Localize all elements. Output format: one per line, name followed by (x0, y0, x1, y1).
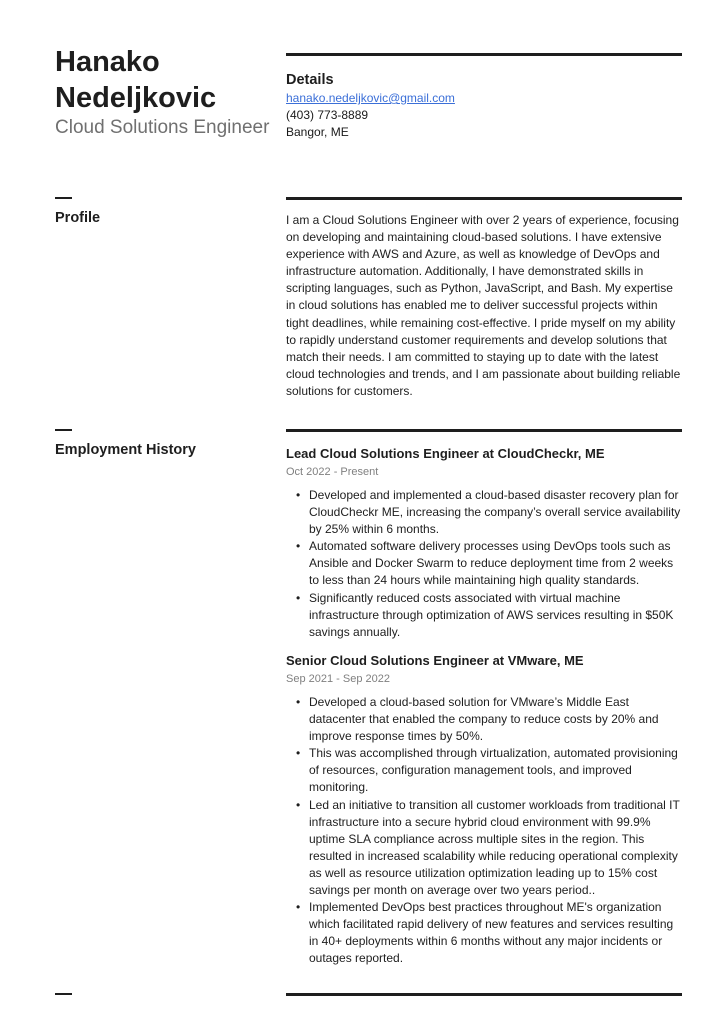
details-section (286, 70, 682, 141)
job-bullet: • This was accomplished through virtualization, automated provisioning of resources, configuration management tools, and improved monitoring. (286, 745, 682, 796)
details-rule (286, 53, 682, 56)
employment-dash (55, 429, 72, 431)
job-bullets (286, 487, 682, 641)
job-bullet: • Significantly reduced costs associated with virtual machine infrastructure through optimization of AWS services resulting in $50K savings annually. (286, 590, 682, 641)
employment-rule (286, 429, 682, 432)
location: Bangor, ME (286, 125, 349, 139)
profile-text: I am a Cloud Solutions Engineer with over 2 years of experience, focusing on developing and maintaining cloud-based solutions. I have extensive experience with AWS and Azure, as well as knowledge of DevOps and infrastructure automation. Additionally, I have demonstrated skills in scripting languages, such as Python, JavaScript, and Bash. My expertise in cloud solutions has enabled me to deliver successful projects within tight deadlines, while remaining cost-effective. I pride myself on my ability to rapidly understand customer requirements and develop solutions that match their needs. I am committed to staying up to date with the latest cloud technologies and trends, and I am passionate about building reliable solutions for customers. (286, 213, 681, 398)
job-dates: Sep 2021 - Sep 2022 (286, 673, 390, 685)
job-bullets (286, 694, 682, 968)
profile-heading: Profile (55, 210, 101, 226)
email-link[interactable]: hanako.nedeljkovic@gmail.com (286, 91, 455, 105)
job-bullet: • Led an initiative to transition all customer workloads from traditional IT infrastructure into a secure hybrid cloud environment with 99.9% uptime SLA compliance across multiple sites in the region. This resulted in increased scalability while reducing operational complexity as well as resource utilization optimization leading up to 15% cost savings per month on average over two years period.. (286, 797, 682, 900)
phone-number: (403) 773-8889 (286, 108, 369, 122)
next-section-rule (286, 993, 682, 996)
job-bullet: • Implemented DevOps best practices throughout ME's organization which facilitated rapid delivery of new features and services resulting in 40+ deployments within 6 months without any major incidents or outages reported. (286, 899, 682, 967)
profile-rule (286, 197, 682, 200)
details-heading: Details (286, 72, 334, 88)
job-title: Lead Cloud Solutions Engineer at CloudCheckr, ME (286, 446, 605, 461)
candidate-name: Hanako Nedeljkovic (55, 46, 217, 114)
job-bullet: • Developed and implemented a cloud-based disaster recovery plan for CloudCheckr ME, increasing the company’s overall service availability by 25% within 6 months. (286, 487, 682, 538)
candidate-role: Cloud Solutions Engineer (55, 117, 270, 138)
job-bullet: • Developed a cloud-based solution for VMware’s Middle East datacenter that enabled the company to reduce costs by 20% and improve response times by 50%. (286, 694, 682, 745)
profile-dash (55, 197, 72, 199)
job-entry (286, 445, 682, 641)
next-section-dash (55, 993, 72, 995)
job-bullet: • Automated software delivery processes using DevOps tools such as Ansible and Docker Swarm to reduce deployment time from 2 weeks to less than 24 hours while maintaining high quality standards. (286, 538, 682, 589)
job-dates: Oct 2022 - Present (286, 466, 379, 478)
job-entry (286, 652, 682, 968)
job-title: Senior Cloud Solutions Engineer at VMware, ME (286, 653, 584, 668)
employment-heading: Employment History (55, 442, 196, 458)
